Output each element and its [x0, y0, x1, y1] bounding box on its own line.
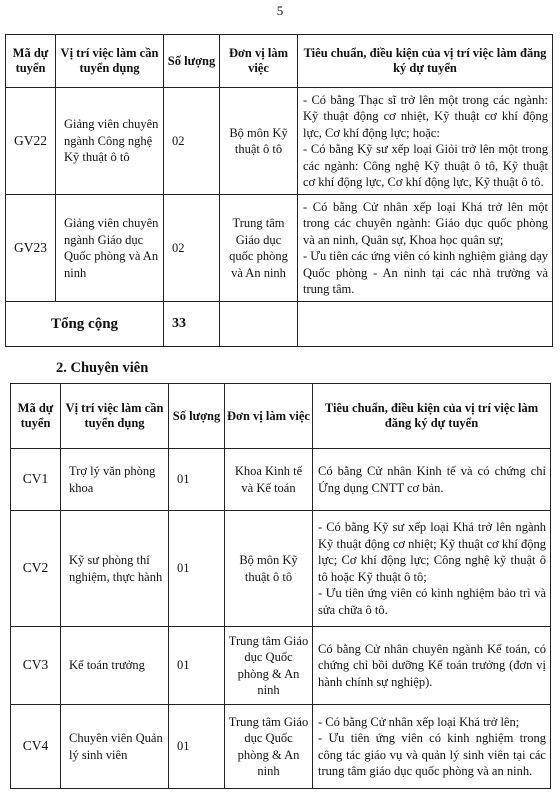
criteria-line: Có bằng Cử nhân chuyên ngành Kế toán, có chứng chỉ bồi dưỡng Kế toán trưởng (đơn vị hành chính sự nghiệp).	[318, 641, 546, 689]
header-position: Vị trí việc làm cần tuyển dụng	[61, 384, 169, 449]
row-quantity: 01	[169, 449, 225, 511]
table-row	[11, 705, 551, 789]
section-heading: 2. Chuyên viên	[56, 360, 149, 376]
row-position: Kỹ sư phòng thí nghiệm, thực hành	[61, 511, 169, 627]
table-row	[6, 88, 553, 195]
row-unit: Bộ môn Kỹ thuật ô tô	[225, 511, 313, 627]
row-unit: Bộ môn Kỹ thuật ô tô	[220, 88, 298, 195]
row-position: Chuyên viên Quản lý sinh viên	[61, 705, 169, 789]
criteria-line: - Ưu tiên ứng viên có kinh nghiệm trong công tác giáo vụ và quản lý sinh viên tại các trung tâm giáo dục quốc phòng và an ninh.	[318, 731, 546, 778]
empty-cell	[220, 302, 298, 347]
total-label: Tổng cộng	[6, 302, 164, 347]
row-position: Giảng viên chuyên ngành Công nghệ Kỹ thuật ô tô	[56, 88, 164, 195]
criteria-line: - Có bằng Kỹ sư xếp loại Khá trở lên ngành Kỹ thuật động cơ nhiệt; Kỹ thuật cơ khí động lực; Cơ khí động lực; Công nghệ kỹ thuật ô tô hoặc Kỹ thuật ô tô;	[318, 520, 546, 584]
header-code: Mã dự tuyển	[6, 35, 56, 88]
row-quantity: 01	[169, 511, 225, 627]
row-code: GV22	[6, 88, 56, 195]
criteria-line: - Có bằng Cử nhân xếp loại Khá trở lên;	[318, 714, 520, 729]
row-code: GV23	[6, 195, 56, 302]
row-unit: Khoa Kinh tế và Kế toán	[225, 449, 313, 511]
row-code: CV1	[11, 449, 61, 511]
header-unit: Đơn vị làm việc	[220, 35, 298, 88]
row-position: Trợ lý văn phòng khoa	[61, 449, 169, 511]
row-criteria	[298, 88, 553, 195]
header-quantity: Số lượng	[169, 384, 225, 449]
header-quantity: Số lượng	[164, 35, 220, 88]
row-code: CV2	[11, 511, 61, 627]
row-criteria	[298, 195, 553, 302]
criteria-line: - Ưu tiên các ứng viên có kinh nghiệm giảng dạy Quốc phòng - An ninh tại các nhà trường và trung tâm.	[303, 249, 548, 296]
header-criteria: Tiêu chuẩn, điều kiện của vị trí việc làm đăng ký dự tuyển	[298, 35, 553, 88]
criteria-line: Có bằng Cử nhân Kinh tế và có chứng chỉ Ứng dụng CNTT cơ bản.	[318, 464, 546, 495]
lecturer-table	[5, 34, 553, 347]
row-criteria	[313, 511, 551, 627]
table-row	[11, 627, 551, 705]
row-quantity: 02	[164, 88, 220, 195]
table-row	[11, 449, 551, 511]
table-header-row	[6, 35, 553, 88]
row-criteria	[313, 627, 551, 705]
header-position: Vị trí việc làm cần tuyển dụng	[56, 35, 164, 88]
table-row	[11, 511, 551, 627]
row-unit: Trung tâm Giáo dục Quốc phòng & An ninh	[225, 627, 313, 705]
criteria-line: - Có bằng Cử nhân xếp loại Khá trở lên một trong các chuyên ngành: Giáo dục quốc phòng và an ninh, Quân sự, Khoa học quân sự;	[303, 199, 548, 247]
header-unit: Đơn vị làm việc	[225, 384, 313, 449]
row-unit: Trung tâm Giáo dục Quốc phòng & An ninh	[225, 705, 313, 789]
row-position: Giảng viên chuyên ngành Giáo dục Quốc phòng và An ninh	[56, 195, 164, 302]
table-header-row	[11, 384, 551, 449]
empty-cell	[298, 302, 553, 347]
row-quantity: 01	[169, 705, 225, 789]
total-value: 33	[164, 302, 220, 347]
row-quantity: 01	[169, 627, 225, 705]
row-quantity: 02	[164, 195, 220, 302]
criteria-line: - Ưu tiên ứng viên có kinh nghiệm bảo trì và sửa chữa ô tô.	[318, 586, 546, 617]
row-code: CV3	[11, 627, 61, 705]
table-row	[6, 195, 553, 302]
total-row	[6, 302, 553, 347]
page-number: 5	[276, 3, 284, 18]
criteria-line: - Có bằng Thạc sĩ trở lên một trong các ngành: Kỹ thuật động cơ nhiệt, Kỹ thuật cơ khí động lực, Cơ khí động lực; hoặc:	[303, 92, 548, 140]
row-code: CV4	[11, 705, 61, 789]
row-criteria	[313, 705, 551, 789]
row-position: Kế toán trưởng	[61, 627, 169, 705]
header-code: Mã dự tuyển	[11, 384, 61, 449]
row-unit: Trung tâm Giáo dục quốc phòng và An ninh	[220, 195, 298, 302]
specialist-table	[10, 383, 551, 789]
header-criteria: Tiêu chuẩn, điều kiện của vị trí việc làm đăng ký dự tuyển	[313, 384, 551, 449]
row-criteria	[313, 449, 551, 511]
criteria-line: - Có bằng Kỹ sư xếp loại Giỏi trở lên một trong các ngành: Công nghệ Kỹ thuật ô tô, Kỹ thuật cơ khí động lực, Cơ khí động lực, Kỹ thuật ô tô.	[303, 142, 548, 189]
